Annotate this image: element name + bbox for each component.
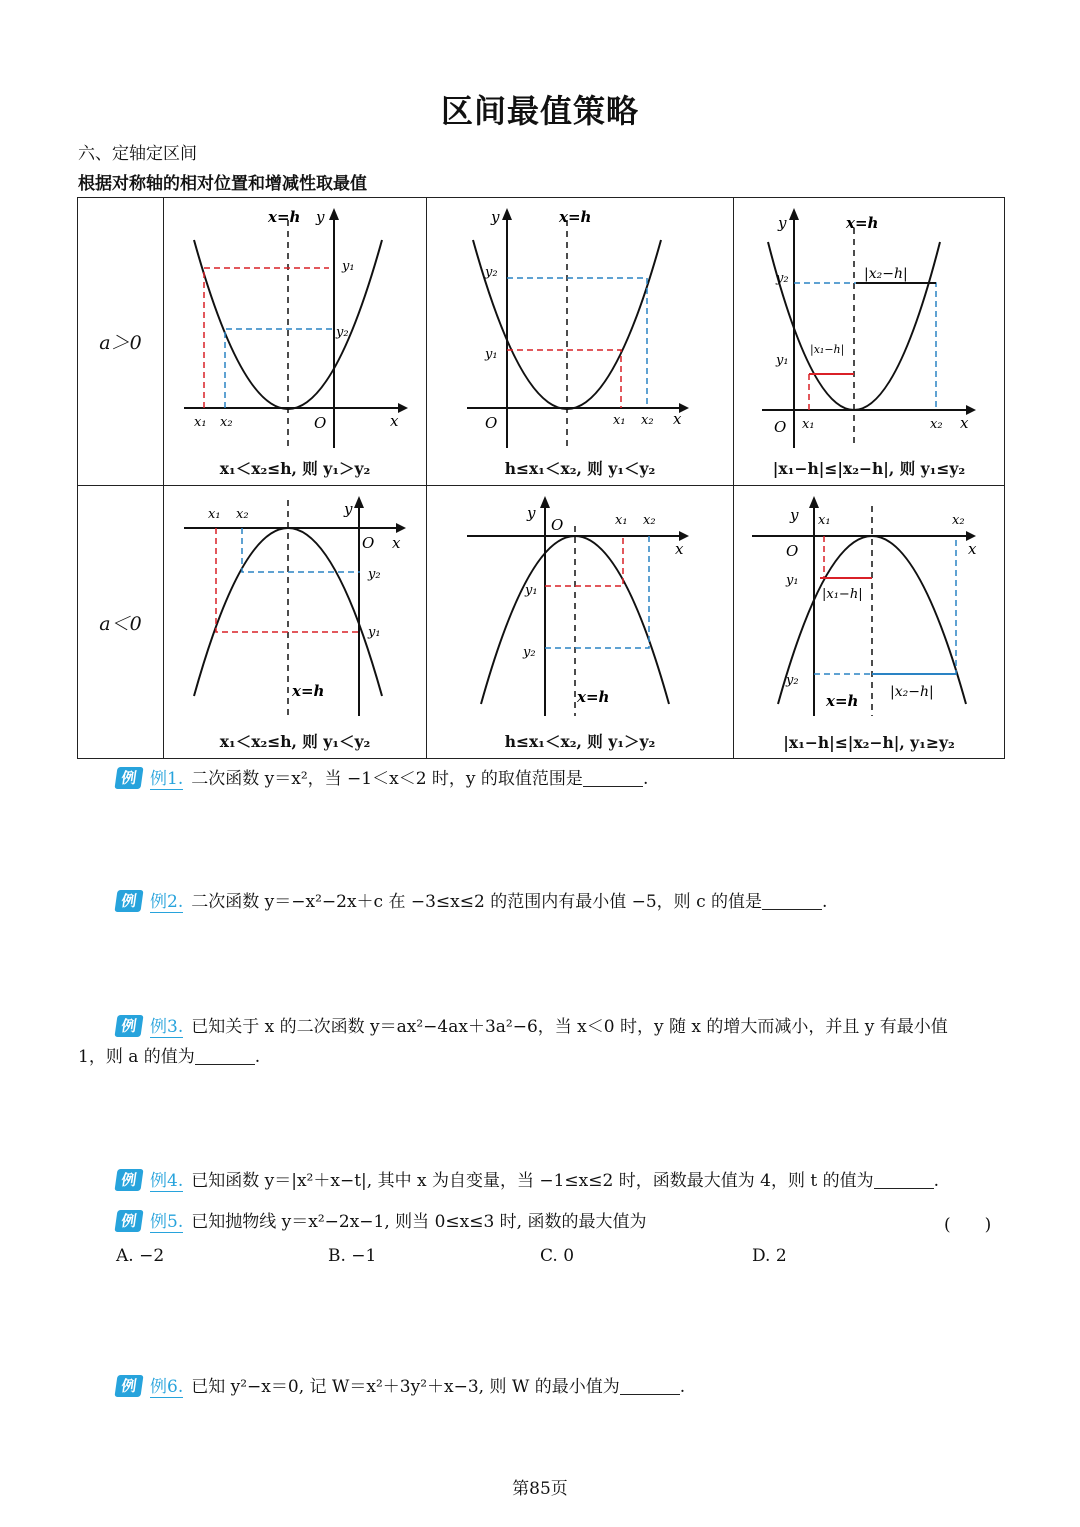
svg-text:|x₂−h|: |x₂−h| (864, 266, 908, 282)
svg-text:x=h: x=h (577, 688, 610, 706)
option-b[interactable]: B. −1 (328, 1246, 377, 1266)
period: . (822, 892, 828, 912)
svg-text:x₁: x₁ (615, 513, 628, 528)
example-text: 已知抛物线 y＝x²−2x−1, 则当 0≤x≤3 时, 函数的最大值为 (191, 1212, 647, 1232)
option-a[interactable]: A. −2 (116, 1246, 165, 1266)
svg-text:O: O (551, 516, 564, 534)
answer-blank[interactable] (195, 1046, 255, 1065)
svg-text:x: x (960, 414, 969, 432)
svg-text:y: y (778, 214, 787, 232)
svg-text:x₁: x₁ (818, 513, 831, 528)
example-1 (116, 764, 648, 794)
svg-text:y₂: y₂ (523, 645, 536, 660)
svg-text:x₂: x₂ (641, 413, 654, 428)
svg-text:x₁: x₁ (802, 417, 815, 432)
example-badge: 例 (114, 1015, 143, 1037)
example-6 (116, 1372, 685, 1402)
caption: h≤x₁＜x₂, 则 y₁＜y₂ (504, 459, 656, 478)
svg-text:O: O (485, 414, 498, 432)
graph-cell (164, 198, 427, 486)
graph-a-pos-middle (427, 198, 733, 454)
example-label: 例6. (150, 1377, 184, 1397)
example-2 (116, 887, 827, 917)
graph-a-neg-left (164, 486, 426, 726)
svg-text:x=h: x=h (559, 208, 592, 226)
svg-text:O: O (786, 542, 799, 560)
svg-text:x: x (968, 540, 977, 558)
svg-text:y₂: y₂ (776, 271, 789, 286)
svg-text:x: x (673, 410, 682, 428)
example-3 (116, 1012, 1016, 1042)
graph-a-pos-left (164, 198, 426, 454)
graph-cell (164, 486, 427, 759)
parabola-table (77, 197, 1005, 759)
graph-a-neg-right (734, 486, 1004, 726)
svg-text:x: x (392, 534, 401, 552)
caption: |x₁−h|≤|x₂−h|, y₁≥y₂ (783, 733, 955, 752)
svg-text:x₂: x₂ (952, 513, 965, 528)
example-text: 已知 y²−x＝0, 记 W＝x²＋3y²＋x−3, 则 W 的最小值为 (191, 1377, 620, 1397)
svg-text:|x₂−h|: |x₂−h| (890, 684, 934, 700)
example-label: 例4. (150, 1171, 184, 1191)
answer-blank[interactable] (583, 768, 643, 787)
svg-text:y: y (344, 500, 353, 518)
example-badge: 例 (114, 890, 143, 912)
svg-text:x₁: x₁ (208, 507, 221, 522)
example-badge: 例 (114, 1210, 143, 1232)
example-badge: 例 (114, 767, 143, 789)
svg-text:y₁: y₁ (786, 573, 799, 588)
svg-text:y₂: y₂ (368, 567, 381, 582)
graph-a-pos-right (734, 198, 1004, 454)
svg-text:y₁: y₁ (525, 583, 538, 598)
svg-text:x₂: x₂ (643, 513, 656, 528)
svg-text:y₁: y₁ (485, 347, 498, 362)
option-c[interactable]: C. 0 (540, 1246, 575, 1266)
page-number: 第85页 (512, 1479, 568, 1499)
svg-text:x₂: x₂ (930, 417, 943, 432)
svg-text:y₁: y₁ (776, 353, 789, 368)
svg-text:y₂: y₂ (485, 265, 498, 280)
caption: h≤x₁＜x₂, 则 y₁＞y₂ (504, 732, 656, 751)
svg-text:x₁: x₁ (194, 415, 207, 430)
example-badge: 例 (114, 1169, 143, 1191)
svg-text:x: x (390, 412, 399, 430)
graph-a-neg-middle (427, 486, 733, 726)
svg-text:x: x (675, 540, 684, 558)
svg-text:y₂: y₂ (336, 325, 349, 340)
period: . (933, 1171, 939, 1191)
answer-blank[interactable] (874, 1170, 934, 1189)
svg-text:y₁: y₁ (368, 625, 381, 640)
example-badge: 例 (114, 1375, 143, 1397)
example-label: 例3. (150, 1017, 184, 1037)
period: . (642, 769, 649, 789)
graph-cell (427, 198, 734, 486)
svg-text:x₂: x₂ (236, 507, 249, 522)
svg-text:|x₁−h|: |x₁−h| (810, 343, 845, 356)
example-label: 例1. (150, 769, 184, 789)
svg-text:O: O (362, 534, 375, 552)
section-description: 根据对称轴的相对位置和增减性取最值 (78, 174, 367, 194)
example-label: 例5. (150, 1212, 184, 1232)
graph-cell (427, 486, 734, 759)
answer-blank[interactable] (620, 1376, 680, 1395)
svg-text:y₂: y₂ (786, 673, 799, 688)
answer-blank[interactable] (762, 891, 822, 910)
example-text: 二次函数 y＝−x²−2x＋c 在 −3≤x≤2 的范围内有最小值 −5，则 c 的值是 (191, 892, 763, 912)
answer-bracket[interactable]: ( ) (944, 1215, 992, 1235)
row-label-a-positive: a＞0 (78, 198, 164, 486)
svg-text:x₂: x₂ (220, 415, 233, 430)
svg-text:y: y (316, 208, 325, 226)
example-label: 例2. (150, 892, 184, 912)
example-text: 已知关于 x 的二次函数 y＝ax²−4ax＋3a²−6，当 x＜0 时，y 随 x 的增大而减小，并且 y 有最小值 (191, 1017, 948, 1037)
example-4 (116, 1166, 939, 1196)
period: . (254, 1047, 261, 1067)
caption: x₁＜x₂≤h, 则 y₁＜y₂ (219, 732, 371, 751)
section-heading: 六、定轴定区间 (78, 144, 197, 164)
example-text: 已知函数 y＝|x²＋x−t|, 其中 x 为自变量，当 −1≤x≤2 时，函数最大值为 4，则 t 的值为 (191, 1171, 874, 1191)
example-text: 1，则 a 的值为 (78, 1047, 195, 1067)
svg-text:y: y (527, 504, 536, 522)
example-text: 二次函数 y＝x²，当 −1＜x＜2 时，y 的取值范围是 (191, 769, 583, 789)
svg-text:|x₁−h|: |x₁−h| (822, 587, 863, 602)
example-5 (116, 1207, 646, 1237)
caption: x₁＜x₂≤h, 则 y₁＞y₂ (219, 459, 371, 478)
svg-text:x=h: x=h (826, 692, 859, 710)
svg-text:O: O (314, 414, 327, 432)
svg-text:y₁: y₁ (342, 259, 355, 274)
svg-text:O: O (774, 418, 787, 436)
option-d[interactable]: D. 2 (752, 1246, 787, 1266)
example-3-line2 (78, 1042, 260, 1072)
graph-cell (734, 198, 1005, 486)
svg-text:x=h: x=h (268, 208, 301, 226)
caption: |x₁−h|≤|x₂−h|, 则 y₁≤y₂ (772, 459, 966, 478)
svg-text:y: y (491, 208, 500, 226)
row-label-a-negative: a＜0 (78, 486, 164, 759)
svg-text:x=h: x=h (292, 682, 325, 700)
svg-text:x₁: x₁ (613, 413, 626, 428)
graph-cell (734, 486, 1005, 759)
page-title: 区间最值策略 (440, 92, 639, 130)
svg-text:y: y (790, 506, 799, 524)
svg-text:x=h: x=h (846, 214, 879, 232)
period: . (679, 1377, 686, 1397)
